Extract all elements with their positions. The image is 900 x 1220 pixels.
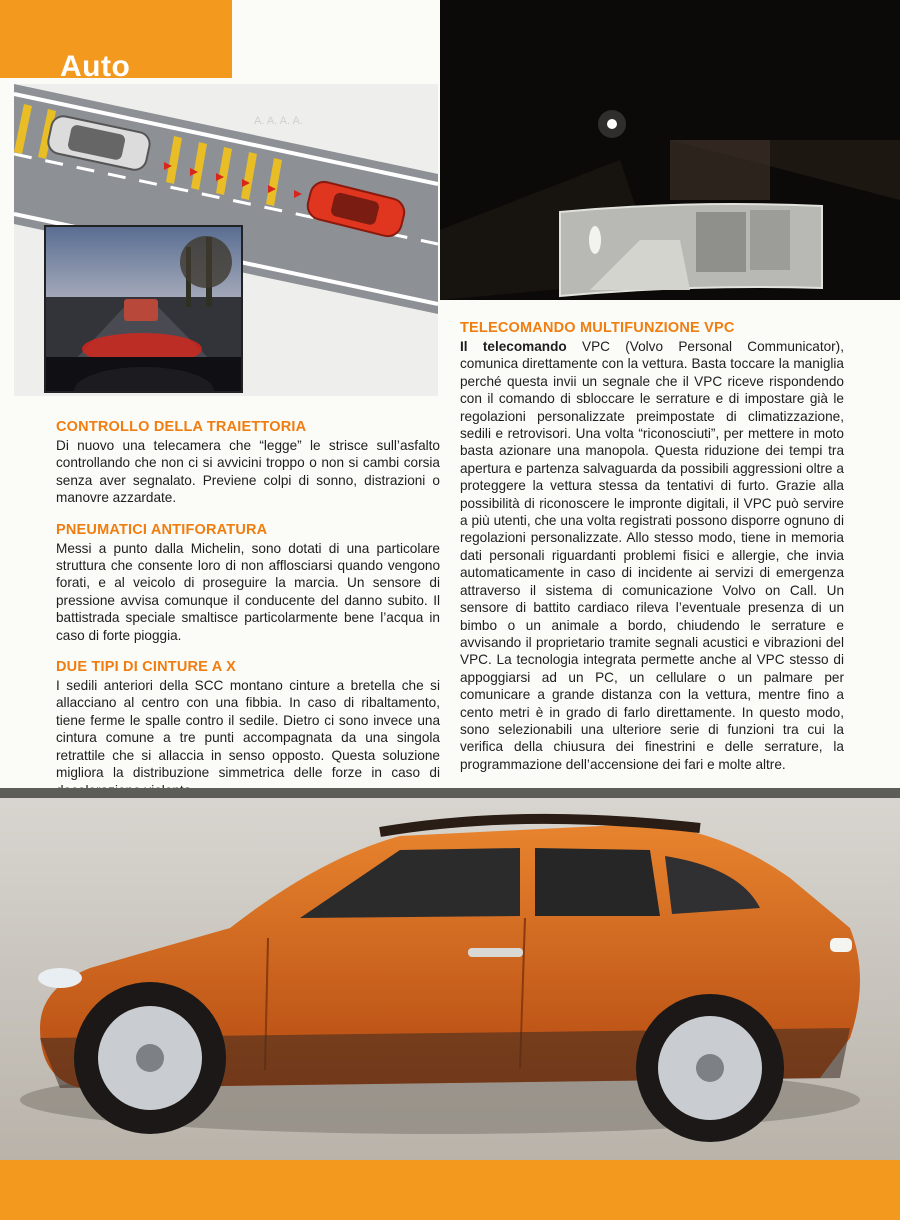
car-photo [0,788,900,1160]
article-body-trajectory: Di nuovo una telecamera che “legge” le strisce sull’asfalto controllando che non ci si avvicini troppo o non si cambi corsia senza aver segnalato. Previene colpi di sonno, distrazioni o manovre azzardate. [56,438,440,506]
section-label: Auto [60,50,131,83]
article-lead-remote: Il telecomando [460,339,567,354]
footer-band [0,1160,900,1220]
article-title-belts: DUE TIPI DI CINTURE A X [56,659,236,676]
section-tab [0,0,232,83]
article-body-remote [460,338,844,773]
svg-text:A. A. A. A.: A. A. A. A. [254,115,303,127]
camera-view-graphic [46,227,241,391]
article-title-remote: TELECOMANDO MULTIFUNZIONE VPC [460,320,735,336]
left-column [56,418,440,799]
article-title-tyres: PNEUMATICI ANTIFORATURA [56,521,268,538]
car-graphic [0,788,900,1160]
camera-view-photo [44,225,243,393]
night-vision-graphic [440,0,900,300]
article-title-trajectory: CONTROLLO DELLA TRAIETTORIA [56,419,307,435]
article-body-belts: I sedili anteriori della SCC montano cinture a bretella che si allacciano al centro con una fibbia. In caso di ribaltamento, tiene ferme le spalle contro il sedile. Dietro ci sono invece una cintura comune a tre punti accompagnata da una singola retrattile che si allaccia in senso opposto. Questa soluzione migliora la distribuzione simmetrica delle forze in caso di [56,678,440,781]
article-text-remote: VPC (Volvo Personal Communicator), comunica direttamente con la vettura. Basta toccare la maniglia perché questa invii un segnale che il VPC riceve rispondendo con il comando di sbloccare le serrature e di impostare già le regolazioni personalizzate preimpostate di climatizzazione, sedili e retrovisori. Una volta “riconosciuti”, per mettere in moto basta azionare una manopola. Questa riduzione dei tempi tra apertura e partenza salvaguarda da possibili aggressioni oltre a proteggere la vettura stessa da tentativi di furto. Grazie alla possibilità di riconoscere le impronte digitali, il VPC può servire a più utenti, che una volta registrati possono disporre ognuno di regolazioni personalizzate. Allo stesso modo, tiene in memoria dati personali riguardanti problemi fisici e allergie, che invia automaticamente in caso di incidente ai servizi di emergenza attraverso il sistema di comunicazione Volvo on Call. Un sensore di battito cardiaco rileva l’eventuale presenza di un bimbo o un animale a bordo, chiudendo le serrature e avvisando il proprietario tramite segnali acustici e vibrazioni del VPC. La tecnologia integrata permette anche al VPC stesso di appoggiarsi ad un PC, un cellulare o un palmare per comunicare a grande distanza con la vettura, mentre fino a cento metri è in grado di farlo direttamente. In questo modo, sono selezionabili una ulteriore serie di funzioni tra cui la verifica della chiusura dei finestrini e delle serrature, la programmazione dell’accensione dei fari e molte altre. [460,339,844,772]
article-body-tyres: Messi a punto dalla Michelin, sono dotati di una particolare struttura che consente loro di non afflosciarsi quando vengono forati, e al veicolo di proseguire la marcia. Un sensore di pressione avvisa comunque il conducente del danno subito. Il battistrada speciale smaltisce particolarmente bene l’acqua in caso di forte pioggia. [56,540,440,643]
right-column [460,319,844,773]
night-vision-photo [440,0,900,300]
